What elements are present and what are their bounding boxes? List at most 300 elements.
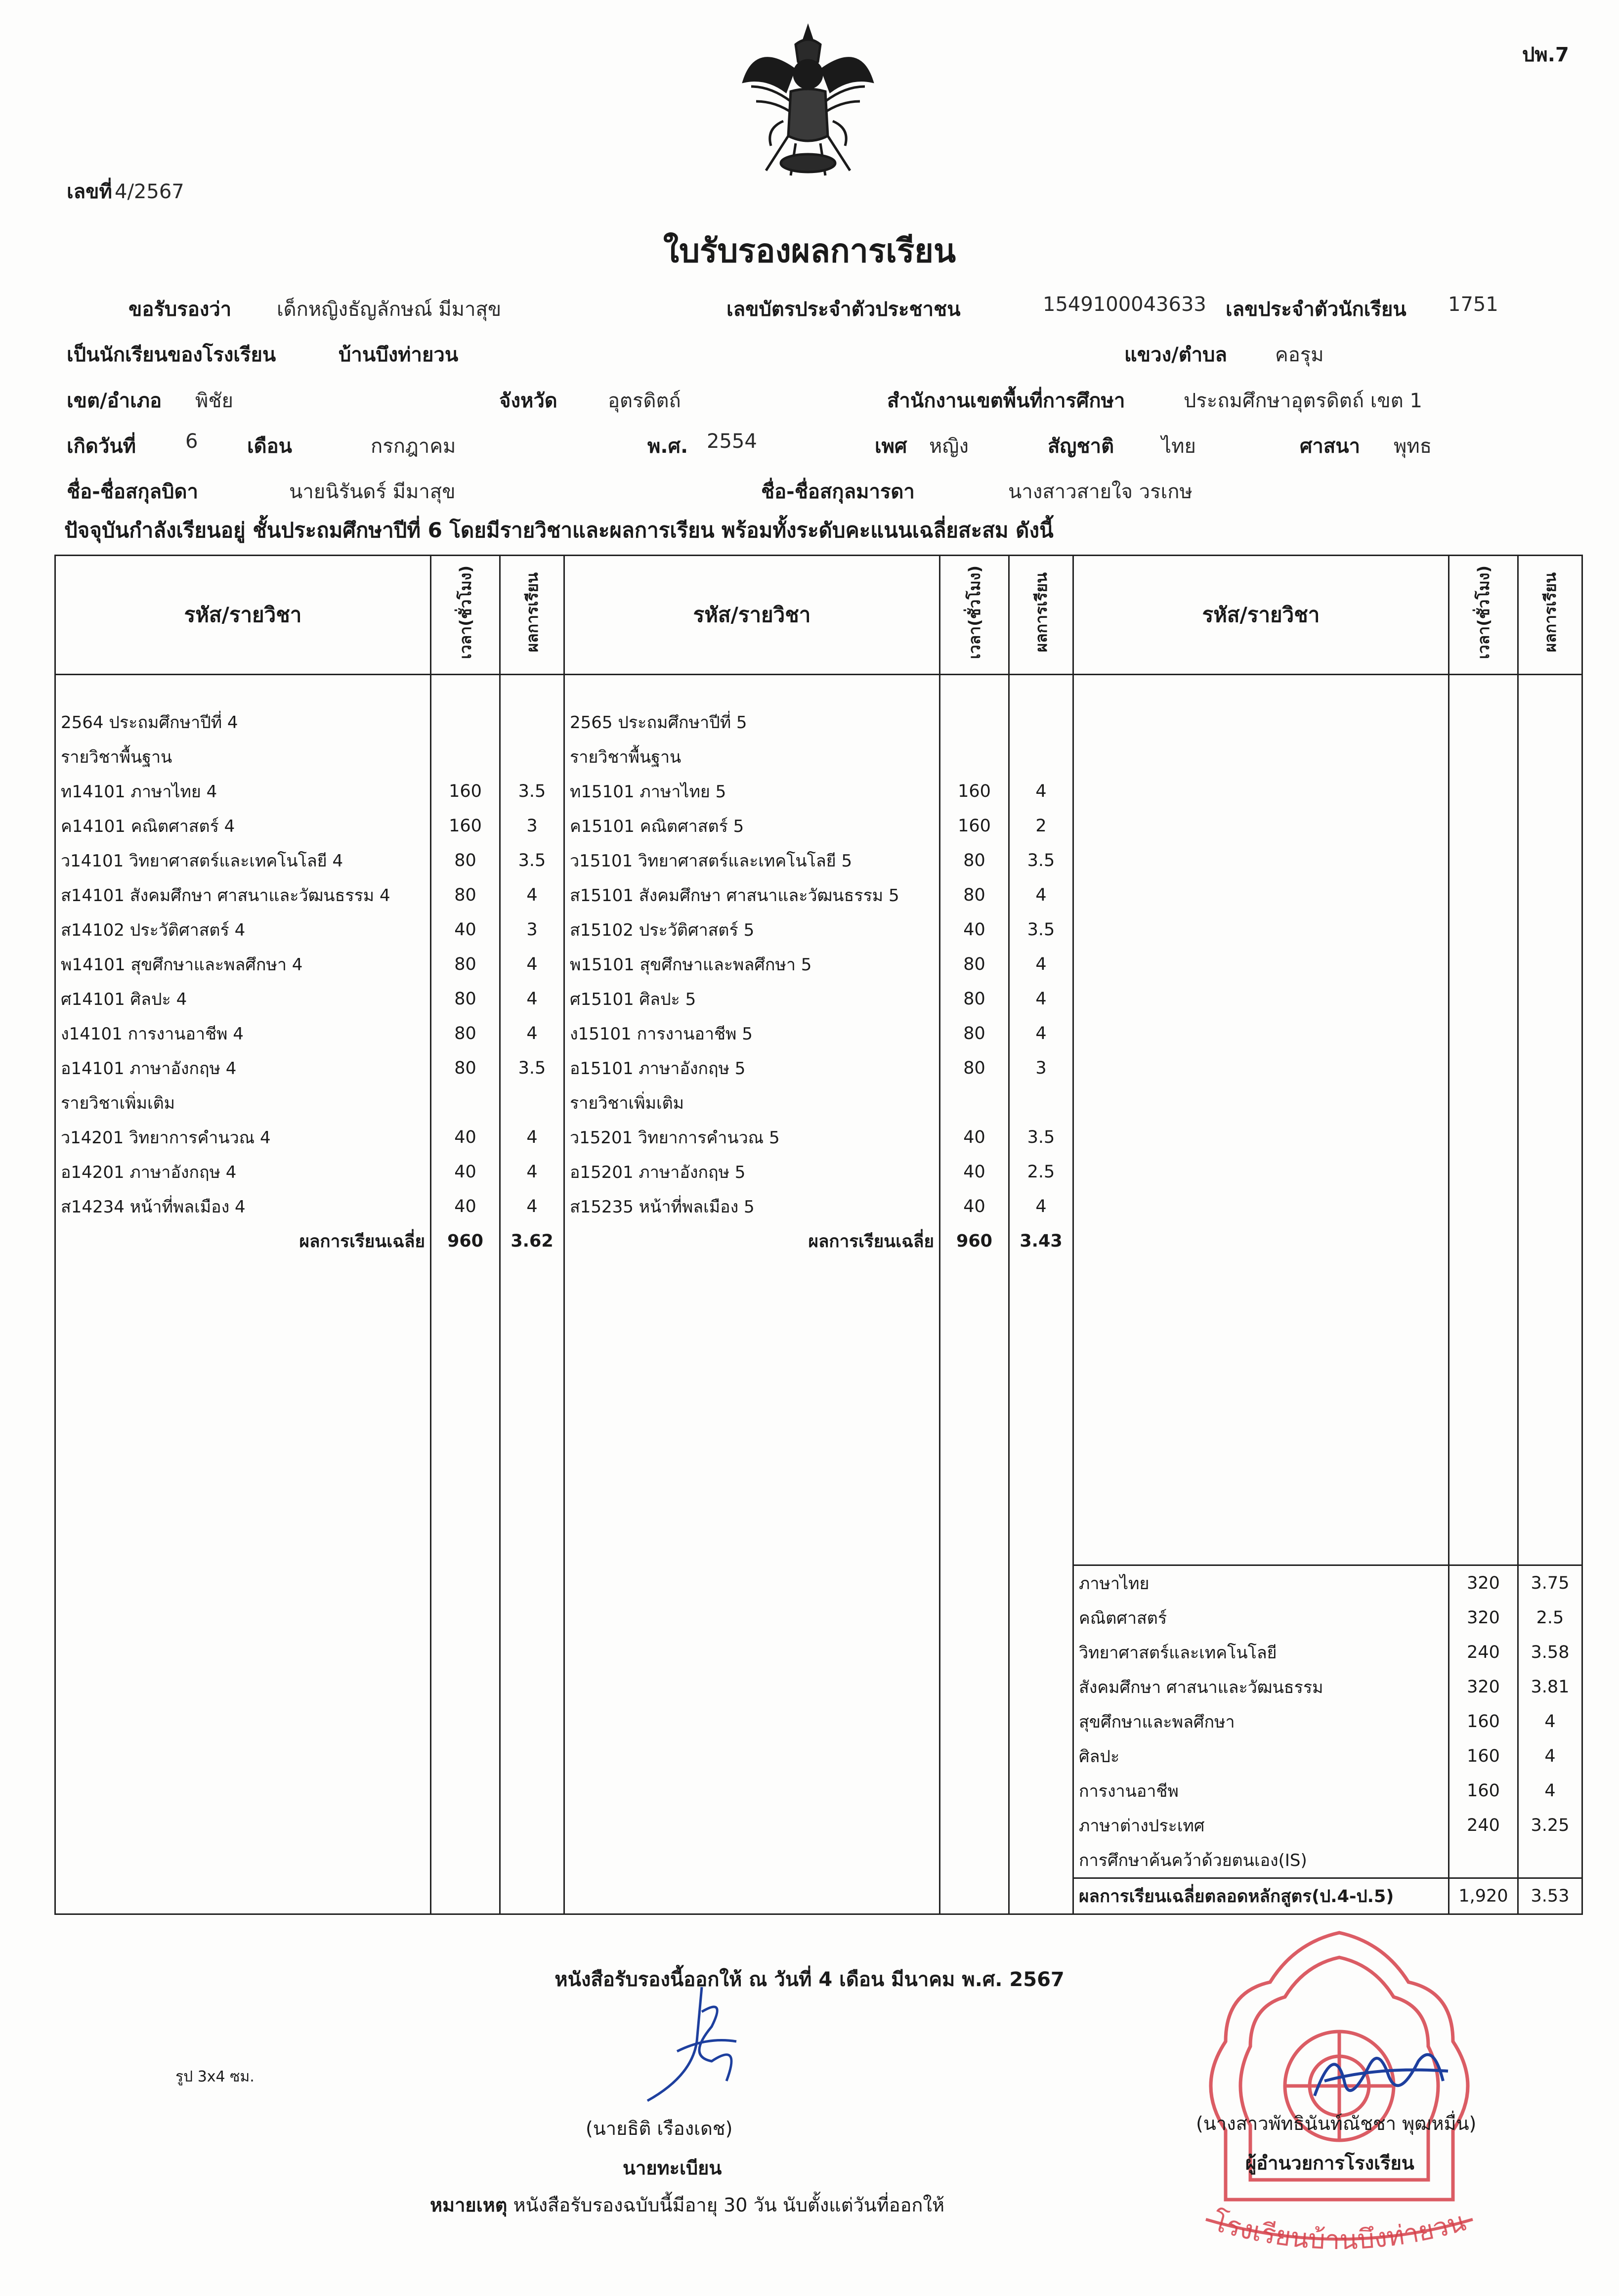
year5-subject: ส15102 ประวัติศาสตร์ 5 <box>564 912 940 947</box>
empty-cell <box>1073 982 1449 1016</box>
empty-cell <box>431 1258 500 1565</box>
empty-cell <box>940 1808 1009 1843</box>
year5-grade: 2 <box>1009 809 1073 843</box>
year4-hours: 80 <box>431 843 500 878</box>
table-row <box>55 739 1582 774</box>
empty-cell <box>1449 1085 1518 1120</box>
year5-subject: รายวิชาพื้นฐาน <box>564 739 940 774</box>
table-row <box>55 878 1582 912</box>
table-row <box>55 1051 1582 1085</box>
summary-grade: 4 <box>1518 1774 1582 1808</box>
empty-cell <box>1009 1808 1073 1843</box>
empty-cell <box>564 1878 940 1914</box>
empty-cell <box>500 1808 564 1843</box>
year4-grade: 3 <box>500 809 564 843</box>
empty-cell <box>1073 1016 1449 1051</box>
empty-cell <box>431 1808 500 1843</box>
table-row <box>55 947 1582 982</box>
year5-grade: 4 <box>1009 982 1073 1016</box>
year4-hours <box>431 739 500 774</box>
year5-subject: ส15235 หน้าที่พลเมือง 5 <box>564 1189 940 1224</box>
empty-cell <box>940 1878 1009 1914</box>
empty-cell <box>1449 1051 1518 1085</box>
empty-cell <box>1518 1155 1582 1189</box>
summary-hours: 160 <box>1449 1704 1518 1739</box>
year4-hours: 40 <box>431 912 500 947</box>
seal-text: โรงเรียนบ้านบึงท่ายวน <box>1209 2206 1470 2256</box>
svg-text:โรงเรียนบ้านบึงท่ายวน <box>1209 2206 1469 2255</box>
empty-cell <box>500 1878 564 1914</box>
empty-cell <box>1449 1155 1518 1189</box>
empty-cell <box>940 1635 1009 1670</box>
empty-cell <box>1449 878 1518 912</box>
empty-cell <box>55 1739 431 1774</box>
year5-hours <box>940 705 1009 739</box>
empty-cell <box>500 1635 564 1670</box>
summary-hours: 160 <box>1449 1739 1518 1774</box>
empty-cell <box>431 1739 500 1774</box>
empty-cell <box>1449 705 1518 739</box>
year5-subject: ผลการเรียนเฉลี่ย <box>564 1224 940 1258</box>
empty-cell <box>1073 1085 1449 1120</box>
director-title: ผู้อำนวยการโรงเรียน <box>1245 2152 1414 2174</box>
year5-grade <box>1009 705 1073 739</box>
empty-cell <box>1518 1085 1582 1120</box>
year4-grade: 4 <box>500 982 564 1016</box>
registrar-signature <box>628 1982 756 2111</box>
year4-subject: ค14101 คณิตศาสตร์ 4 <box>55 809 431 843</box>
empty-cell <box>1449 1258 1518 1565</box>
empty-cell <box>1518 947 1582 982</box>
year4-hours: 80 <box>431 947 500 982</box>
sex-value: หญิง <box>929 435 969 458</box>
year5-subject: ส15101 สังคมศึกษา ศาสนาและวัฒนธรรม 5 <box>564 878 940 912</box>
average-row <box>55 1224 1582 1258</box>
year4-hours: 40 <box>431 1189 500 1224</box>
note <box>430 2190 944 2220</box>
photo-note: รูป 3x4 ซม. <box>175 2068 255 2085</box>
document-number-label: เลขที่ <box>67 180 112 203</box>
table-row <box>55 1085 1582 1120</box>
table-row <box>55 809 1582 843</box>
empty-cell <box>564 1808 940 1843</box>
empty-cell <box>500 1258 564 1565</box>
year5-grade: 3.5 <box>1009 1120 1073 1155</box>
year5-subject: ค15101 คณิตศาสตร์ 5 <box>564 809 940 843</box>
empty-cell <box>564 1843 940 1878</box>
birth-year-value: 2554 <box>707 430 757 453</box>
empty-cell <box>1009 1878 1073 1914</box>
nationality-value: ไทย <box>1161 435 1196 458</box>
year5-subject: 2565 ประถมศึกษาปีที่ 5 <box>564 705 940 739</box>
year4-grade: 4 <box>500 1155 564 1189</box>
student-name: เด็กหญิงธัญลักษณ์ มีมาสุข <box>277 298 502 321</box>
empty-cell <box>431 1878 500 1914</box>
empty-cell <box>940 1739 1009 1774</box>
empty-cell <box>55 1843 431 1878</box>
year4-subject: พ14101 สุขศึกษาและพลศึกษา 4 <box>55 947 431 982</box>
summary-grade: 3.81 <box>1518 1670 1582 1704</box>
header-hours-2-text: เวลา(ชั่วโมง) <box>965 565 984 659</box>
year5-grade: 4 <box>1009 1189 1073 1224</box>
year4-hours: 40 <box>431 1120 500 1155</box>
empty-cell <box>55 1258 431 1565</box>
summary-subject: การงานอาชีพ <box>1073 1774 1449 1808</box>
summary-hours: 320 <box>1449 1601 1518 1635</box>
empty-cell <box>431 1635 500 1670</box>
summary-row <box>55 1635 1582 1670</box>
year4-subject: ส14101 สังคมศึกษา ศาสนาและวัฒนธรรม 4 <box>55 878 431 912</box>
summary-subject: คณิตศาสตร์ <box>1073 1601 1449 1635</box>
summary-grade: 4 <box>1518 1739 1582 1774</box>
year5-hours: 80 <box>940 1016 1009 1051</box>
header-hours-2 <box>940 556 1009 675</box>
year5-hours <box>940 739 1009 774</box>
empty-cell <box>1449 1189 1518 1224</box>
year4-grade <box>500 739 564 774</box>
empty-cell <box>55 1635 431 1670</box>
empty-cell <box>1449 1016 1518 1051</box>
summary-row <box>55 1774 1582 1808</box>
director-name: (นางสาวพัทธินันท์ณัชชา พุฒหมื่น) <box>1196 2113 1477 2134</box>
empty-cell <box>1518 1120 1582 1155</box>
year4-subject: ผลการเรียนเฉลี่ย <box>55 1224 431 1258</box>
father-label: ชื่อ-ชื่อสกุลบิดา <box>67 480 198 503</box>
empty-cell <box>1518 982 1582 1016</box>
year5-grade: 3.5 <box>1009 912 1073 947</box>
birth-day-value: 6 <box>185 430 198 453</box>
empty-cell <box>1009 1774 1073 1808</box>
issue-statement: หนังสือรับรองนี้ออกให้ ณ วันที่ 4 เดือน มีนาคม พ.ศ. 2567 <box>554 1968 1065 1991</box>
year5-grade: 3.5 <box>1009 843 1073 878</box>
table-row <box>55 705 1582 739</box>
summary-row <box>55 1704 1582 1739</box>
summary-hours: 240 <box>1449 1635 1518 1670</box>
summary-subject: ภาษาต่างประเทศ <box>1073 1808 1449 1843</box>
year4-grade: 3.5 <box>500 843 564 878</box>
empty-cell <box>431 1704 500 1739</box>
empty-cell <box>500 1739 564 1774</box>
empty-cell <box>1009 1565 1073 1601</box>
empty-cell <box>564 1670 940 1704</box>
mother-value: นางสาวสายใจ วรเกษ <box>1008 480 1193 503</box>
year4-subject: ง14101 การงานอาชีพ 4 <box>55 1016 431 1051</box>
year4-subject: อ14201 ภาษาอังกฤษ 4 <box>55 1155 431 1189</box>
overall-hours: 1,920 <box>1449 1878 1518 1914</box>
table-spacer-row <box>55 675 1582 705</box>
empty-cell <box>1449 843 1518 878</box>
empty-cell <box>1518 1189 1582 1224</box>
empty-cell <box>431 1774 500 1808</box>
year4-subject: ว14101 วิทยาศาสตร์และเทคโนโลยี 4 <box>55 843 431 878</box>
year4-grade: 4 <box>500 878 564 912</box>
empty-cell <box>940 1843 1009 1878</box>
summary-hours: 320 <box>1449 1565 1518 1601</box>
summary-hours: 240 <box>1449 1808 1518 1843</box>
overall-grade: 3.53 <box>1518 1878 1582 1914</box>
year4-subject: ส14234 หน้าที่พลเมือง 4 <box>55 1189 431 1224</box>
empty-cell <box>1073 739 1449 774</box>
empty-cell <box>431 1601 500 1635</box>
empty-cell <box>500 1774 564 1808</box>
summary-hours <box>1449 1843 1518 1878</box>
table-row <box>55 982 1582 1016</box>
header-grade-3-text: ผลการเรียน <box>1540 572 1560 652</box>
header-grade-2-text: ผลการเรียน <box>1031 572 1051 652</box>
table-row <box>55 1155 1582 1189</box>
empty-cell <box>1518 739 1582 774</box>
table-row <box>55 912 1582 947</box>
sex-label: เพศ <box>875 435 907 458</box>
empty-cell <box>1518 1258 1582 1565</box>
year4-grade <box>500 705 564 739</box>
empty-cell <box>1073 774 1449 809</box>
year4-grade: 3.62 <box>500 1224 564 1258</box>
empty-cell <box>55 1774 431 1808</box>
empty-cell <box>1009 1670 1073 1704</box>
year4-subject: อ14101 ภาษาอังกฤษ 4 <box>55 1051 431 1085</box>
form-code: ปพ.7 <box>1522 43 1569 66</box>
empty-cell <box>1518 912 1582 947</box>
empty-cell <box>1073 878 1449 912</box>
summary-grade: 3.58 <box>1518 1635 1582 1670</box>
empty-cell <box>1073 1258 1449 1565</box>
year5-hours: 160 <box>940 774 1009 809</box>
empty-cell <box>940 1704 1009 1739</box>
year4-hours <box>431 705 500 739</box>
year5-hours <box>940 1085 1009 1120</box>
header-grade-3 <box>1518 556 1582 675</box>
empty-cell <box>564 1774 940 1808</box>
summary-hours: 320 <box>1449 1670 1518 1704</box>
header-grade-1-text: ผลการเรียน <box>522 572 542 652</box>
header-hours-3-text: เวลา(ชั่วโมง) <box>1474 565 1493 659</box>
header-subject-1: รหัส/รายวิชา <box>55 556 431 675</box>
province-label: จังหวัด <box>499 390 557 412</box>
empty-cell <box>1518 1051 1582 1085</box>
district-label: เขต/อำเภอ <box>67 390 162 412</box>
empty-cell <box>1518 843 1582 878</box>
year4-grade: 4 <box>500 1189 564 1224</box>
year4-subject: ว14201 วิทยาการคำนวณ 4 <box>55 1120 431 1155</box>
empty-cell <box>1073 1051 1449 1085</box>
year5-grade: 4 <box>1009 878 1073 912</box>
year5-hours: 80 <box>940 1051 1009 1085</box>
area-office-value: ประถมศึกษาอุตรดิตถ์ เขต 1 <box>1184 390 1422 412</box>
empty-cell <box>1449 774 1518 809</box>
empty-cell <box>564 1739 940 1774</box>
document-number <box>67 175 184 207</box>
religion-value: พุทธ <box>1394 435 1432 458</box>
subdistrict-label: แขวง/ตำบล <box>1124 344 1228 366</box>
empty-cell <box>1518 1016 1582 1051</box>
year5-grade: 3 <box>1009 1051 1073 1085</box>
year5-grade <box>1009 1085 1073 1120</box>
birth-day-label: เกิดวันที่ <box>67 435 136 458</box>
religion-label: ศาสนา <box>1300 435 1361 458</box>
year4-hours: 80 <box>431 878 500 912</box>
nationality-label: สัญชาติ <box>1048 435 1114 458</box>
empty-cell <box>1449 1120 1518 1155</box>
empty-cell <box>564 1601 940 1635</box>
empty-cell <box>1073 947 1449 982</box>
header-grade-1 <box>500 556 564 675</box>
year4-grade: 3.5 <box>500 1051 564 1085</box>
director-signature <box>1305 2036 1453 2116</box>
empty-cell <box>564 1258 940 1565</box>
year4-subject: รายวิชาเพิ่มเติม <box>55 1085 431 1120</box>
summary-grade: 2.5 <box>1518 1601 1582 1635</box>
empty-cell <box>564 1565 940 1601</box>
year5-subject: รายวิชาเพิ่มเติม <box>564 1085 940 1120</box>
empty-cell <box>500 1565 564 1601</box>
year4-grade: 4 <box>500 1120 564 1155</box>
empty-cell <box>1009 1258 1073 1565</box>
father-value: นายนิรันดร์ มีมาสุข <box>289 480 456 503</box>
empty-cell <box>1073 705 1449 739</box>
empty-cell <box>431 1565 500 1601</box>
document-title: ใบรับรองผลการเรียน <box>663 232 956 270</box>
header-hours-3 <box>1449 556 1518 675</box>
empty-cell <box>1449 982 1518 1016</box>
empty-cell <box>55 1808 431 1843</box>
empty-cell <box>1518 705 1582 739</box>
year5-hours: 40 <box>940 1189 1009 1224</box>
year4-grade: 3 <box>500 912 564 947</box>
year5-subject: ว15101 วิทยาศาสตร์และเทคโนโลยี 5 <box>564 843 940 878</box>
document-number-value: 4/2567 <box>115 180 184 203</box>
year4-hours: 40 <box>431 1155 500 1189</box>
year5-grade: 2.5 <box>1009 1155 1073 1189</box>
year4-grade <box>500 1085 564 1120</box>
birth-month-label: เดือน <box>247 435 293 458</box>
empty-cell <box>1073 1155 1449 1189</box>
id-card-value: 1549100043633 <box>1043 293 1206 316</box>
year5-hours: 960 <box>940 1224 1009 1258</box>
registrar-name: (นายธิติ เรืองเดช) <box>586 2118 733 2139</box>
table-row <box>55 1189 1582 1224</box>
empty-cell <box>55 1670 431 1704</box>
empty-cell <box>1073 912 1449 947</box>
area-office-label: สำนักงานเขตพื้นที่การศึกษา <box>887 390 1125 412</box>
summary-grade: 3.75 <box>1518 1565 1582 1601</box>
year5-grade: 4 <box>1009 1016 1073 1051</box>
summary-subject: การศึกษาค้นคว้าด้วยตนเอง(IS) <box>1073 1843 1449 1878</box>
header-subject-3: รหัส/รายวิชา <box>1073 556 1449 675</box>
table-filler-row <box>55 1258 1582 1565</box>
summary-subject: ศิลปะ <box>1073 1739 1449 1774</box>
year4-hours: 80 <box>431 982 500 1016</box>
summary-row <box>55 1670 1582 1704</box>
empty-cell <box>940 1774 1009 1808</box>
empty-cell <box>1009 1601 1073 1635</box>
empty-cell <box>564 1704 940 1739</box>
table-row <box>55 843 1582 878</box>
overall-row <box>55 1878 1582 1914</box>
year5-subject: อ15101 ภาษาอังกฤษ 5 <box>564 1051 940 1085</box>
birth-month-value: กรกฎาคม <box>371 435 456 458</box>
year5-subject: ว15201 วิทยาการคำนวณ 5 <box>564 1120 940 1155</box>
year5-subject: ง15101 การงานอาชีพ 5 <box>564 1016 940 1051</box>
empty-cell <box>1449 809 1518 843</box>
id-card-label: เลขบัตรประจำตัวประชาชน <box>726 298 961 321</box>
empty-cell <box>1073 843 1449 878</box>
year5-hours: 80 <box>940 843 1009 878</box>
district-value: พิชัย <box>195 390 233 412</box>
year5-subject: พ15101 สุขศึกษาและพลศึกษา 5 <box>564 947 940 982</box>
empty-cell <box>55 1878 431 1914</box>
year5-hours: 80 <box>940 982 1009 1016</box>
year4-hours <box>431 1085 500 1120</box>
summary-subject: สุขศึกษาและพลศึกษา <box>1073 1704 1449 1739</box>
year4-hours: 160 <box>431 774 500 809</box>
empty-cell <box>431 1843 500 1878</box>
empty-cell <box>55 1565 431 1601</box>
year4-grade: 4 <box>500 1016 564 1051</box>
empty-cell <box>1449 912 1518 947</box>
header-hours-1-text: เวลา(ชั่วโมง) <box>456 565 475 659</box>
year5-grade <box>1009 739 1073 774</box>
empty-cell <box>55 1704 431 1739</box>
year4-hours: 160 <box>431 809 500 843</box>
empty-cell <box>1073 809 1449 843</box>
empty-cell <box>564 1635 940 1670</box>
empty-cell <box>940 1258 1009 1565</box>
table-row <box>55 1120 1582 1155</box>
empty-cell <box>500 1843 564 1878</box>
note-text: หนังสือรับรองฉบับนี้มีอายุ 30 วัน นับตั้งแต่วันที่ออกให้ <box>513 2194 945 2216</box>
province-value: อุตรดิตถ์ <box>608 390 681 412</box>
year5-hours: 80 <box>940 947 1009 982</box>
certify-label: ขอรับรองว่า <box>128 298 232 321</box>
empty-cell <box>940 1601 1009 1635</box>
year4-hours: 960 <box>431 1224 500 1258</box>
header-grade-2 <box>1009 556 1073 675</box>
empty-cell <box>55 1601 431 1635</box>
summary-subject: สังคมศึกษา ศาสนาและวัฒนธรรม <box>1073 1670 1449 1704</box>
year4-subject: รายวิชาพื้นฐาน <box>55 739 431 774</box>
empty-cell <box>500 1670 564 1704</box>
year5-grade: 4 <box>1009 947 1073 982</box>
year5-subject: อ15201 ภาษาอังกฤษ 5 <box>564 1155 940 1189</box>
empty-cell <box>940 1670 1009 1704</box>
header-subject-2: รหัส/รายวิชา <box>564 556 940 675</box>
year4-hours: 80 <box>431 1051 500 1085</box>
empty-cell <box>1518 878 1582 912</box>
year5-subject: ท15101 ภาษาไทย 5 <box>564 774 940 809</box>
empty-cell <box>940 1565 1009 1601</box>
year5-hours: 40 <box>940 1120 1009 1155</box>
intro-text: ปัจจุบันกำลังเรียนอยู่ ชั้นประถมศึกษาปีที่ 6 โดยมีรายวิชาและผลการเรียน พร้อมทั้งระดับคะแนนเฉลี่ยสะสม ดังนี้ <box>64 518 1054 542</box>
summary-hours: 160 <box>1449 1774 1518 1808</box>
year5-hours: 40 <box>940 1155 1009 1189</box>
empty-cell <box>1073 1120 1449 1155</box>
empty-cell <box>1449 1224 1518 1258</box>
year4-subject: ศ14101 ศิลปะ 4 <box>55 982 431 1016</box>
empty-cell <box>1449 947 1518 982</box>
empty-cell <box>1518 1224 1582 1258</box>
table-header-row <box>55 556 1582 675</box>
note-label: หมายเหตุ <box>430 2194 508 2216</box>
year5-hours: 40 <box>940 912 1009 947</box>
empty-cell <box>431 1670 500 1704</box>
year4-hours: 80 <box>431 1016 500 1051</box>
year4-subject: ส14102 ประวัติศาสตร์ 4 <box>55 912 431 947</box>
empty-cell <box>1009 1704 1073 1739</box>
empty-cell <box>1009 1843 1073 1878</box>
registrar-title: นายทะเบียน <box>623 2157 722 2179</box>
empty-cell <box>500 1704 564 1739</box>
